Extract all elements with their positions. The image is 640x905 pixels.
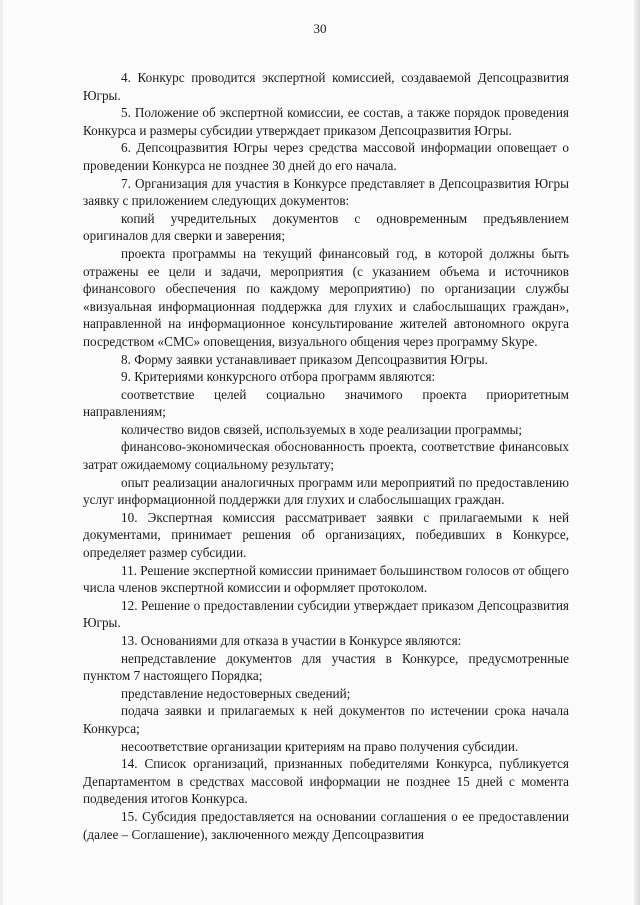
paragraph-item-13: 13. Основаниями для отказа в участии в Конкурсе являются: bbox=[121, 633, 462, 648]
paragraph-item-4: 4. Конкурс проводится экспертной комиссией, создаваемой Депсоцразвития Югры. bbox=[83, 70, 569, 103]
paragraph-item-15: 15. Субсидия предоставляется на основании соглашения о ее предоставлении (далее – Соглашение), заключенного между Депсоцразвития bbox=[83, 808, 569, 842]
paragraph-item-8: 8. Форму заявки устанавливает приказом Депсоцразвития Югры. bbox=[121, 351, 488, 367]
paragraph-item-7: 7. Организация для участия в Конкурсе представляет в Депсоцразвития Югры заявку с приложением следующих документов: bbox=[83, 175, 569, 209]
paragraph-sub-item: копий учредительных документов с одновременным предъявлением оригиналов для сверки и заверения; bbox=[83, 210, 569, 244]
paragraph-item-12: 12. Решение о предоставлении субсидии утверждает приказом Депсоцразвития Югры. bbox=[83, 597, 569, 631]
paragraph-item-6: 6. Депсоцразвития Югры через средства массовой информации оповещает о проведении Конкурса не позднее 30 дней до его начала. bbox=[83, 140, 569, 173]
paragraph-item-9: 9. Критериями конкурсного отбора программ являются: bbox=[121, 369, 436, 385]
paragraph-sub-item: представление недостоверных сведений; bbox=[121, 685, 351, 701]
paragraph-sub-item: опыт реализации аналогичных программ или мероприятий по предоставлению услуг информационной поддержки для глухих и слабослышащих граждан. bbox=[83, 474, 569, 508]
paragraph-item-5: 5. Положение об экспертной комиссии, ее состав, а также порядок проведения Конкурса и размеры субсидии утверждает приказом Депсоцразвития Югры. bbox=[83, 105, 569, 138]
page-number: 30 bbox=[313, 21, 327, 36]
document-body bbox=[83, 69, 569, 843]
scan-right-edge bbox=[634, 0, 640, 905]
paragraph-sub-item: несоответствие организации критериям на право получения субсидии. bbox=[121, 738, 519, 754]
paragraph-sub-item: подача заявки и прилагаемых к ней документов по истечении срока начала Конкурса; bbox=[83, 703, 569, 736]
paragraph-sub-item: количество видов связей, используемых в ходе реализации программы; bbox=[121, 421, 523, 437]
paragraph-sub-item: непредставление документов для участия в Конкурсе, предусмотренные пунктом 7 настоящего Порядка; bbox=[83, 650, 569, 684]
paragraph-sub-item: соответствие целей социально значимого проекта приоритетным направлениям; bbox=[83, 386, 569, 420]
paragraph-item-11: 11. Решение экспертной комиссии принимает большинством голосов от общего числа членов экспертной комиссии и оформляет протоколом. bbox=[83, 562, 569, 596]
paragraph-sub-item: финансово-экономическая обоснованность проекта, соответствие финансовых затрат ожидаемому социальному результату; bbox=[83, 439, 569, 473]
scan-left-edge bbox=[0, 0, 3, 905]
paragraph-item-14: 14. Список организаций, признанных победителями Конкурса, публикуется Департаментом в средствах массовой информации не позднее 15 дней с момента подведения итогов Конкурса. bbox=[83, 756, 569, 807]
paragraph-item-10: 10. Экспертная комиссия рассматривает заявки с прилагаемыми к ней документами, принимает решения об организациях, победивших в Конкурсе, определяет размер субсидии. bbox=[83, 509, 569, 561]
paragraph-sub-item: проекта программы на текущий финансовый год, в которой должны быть отражены ее цели и задачи, мероприятия (с указанием объема и источников финансового обеспечения по каждому мероприятию) по организации службы «визуальная информационная поддержка для глухих и слабослышащих граждан», направленной на информационное консультирование жителей автономного округа посредством «СМС» оповещения, визуального общения через программу Skype. bbox=[83, 245, 569, 349]
